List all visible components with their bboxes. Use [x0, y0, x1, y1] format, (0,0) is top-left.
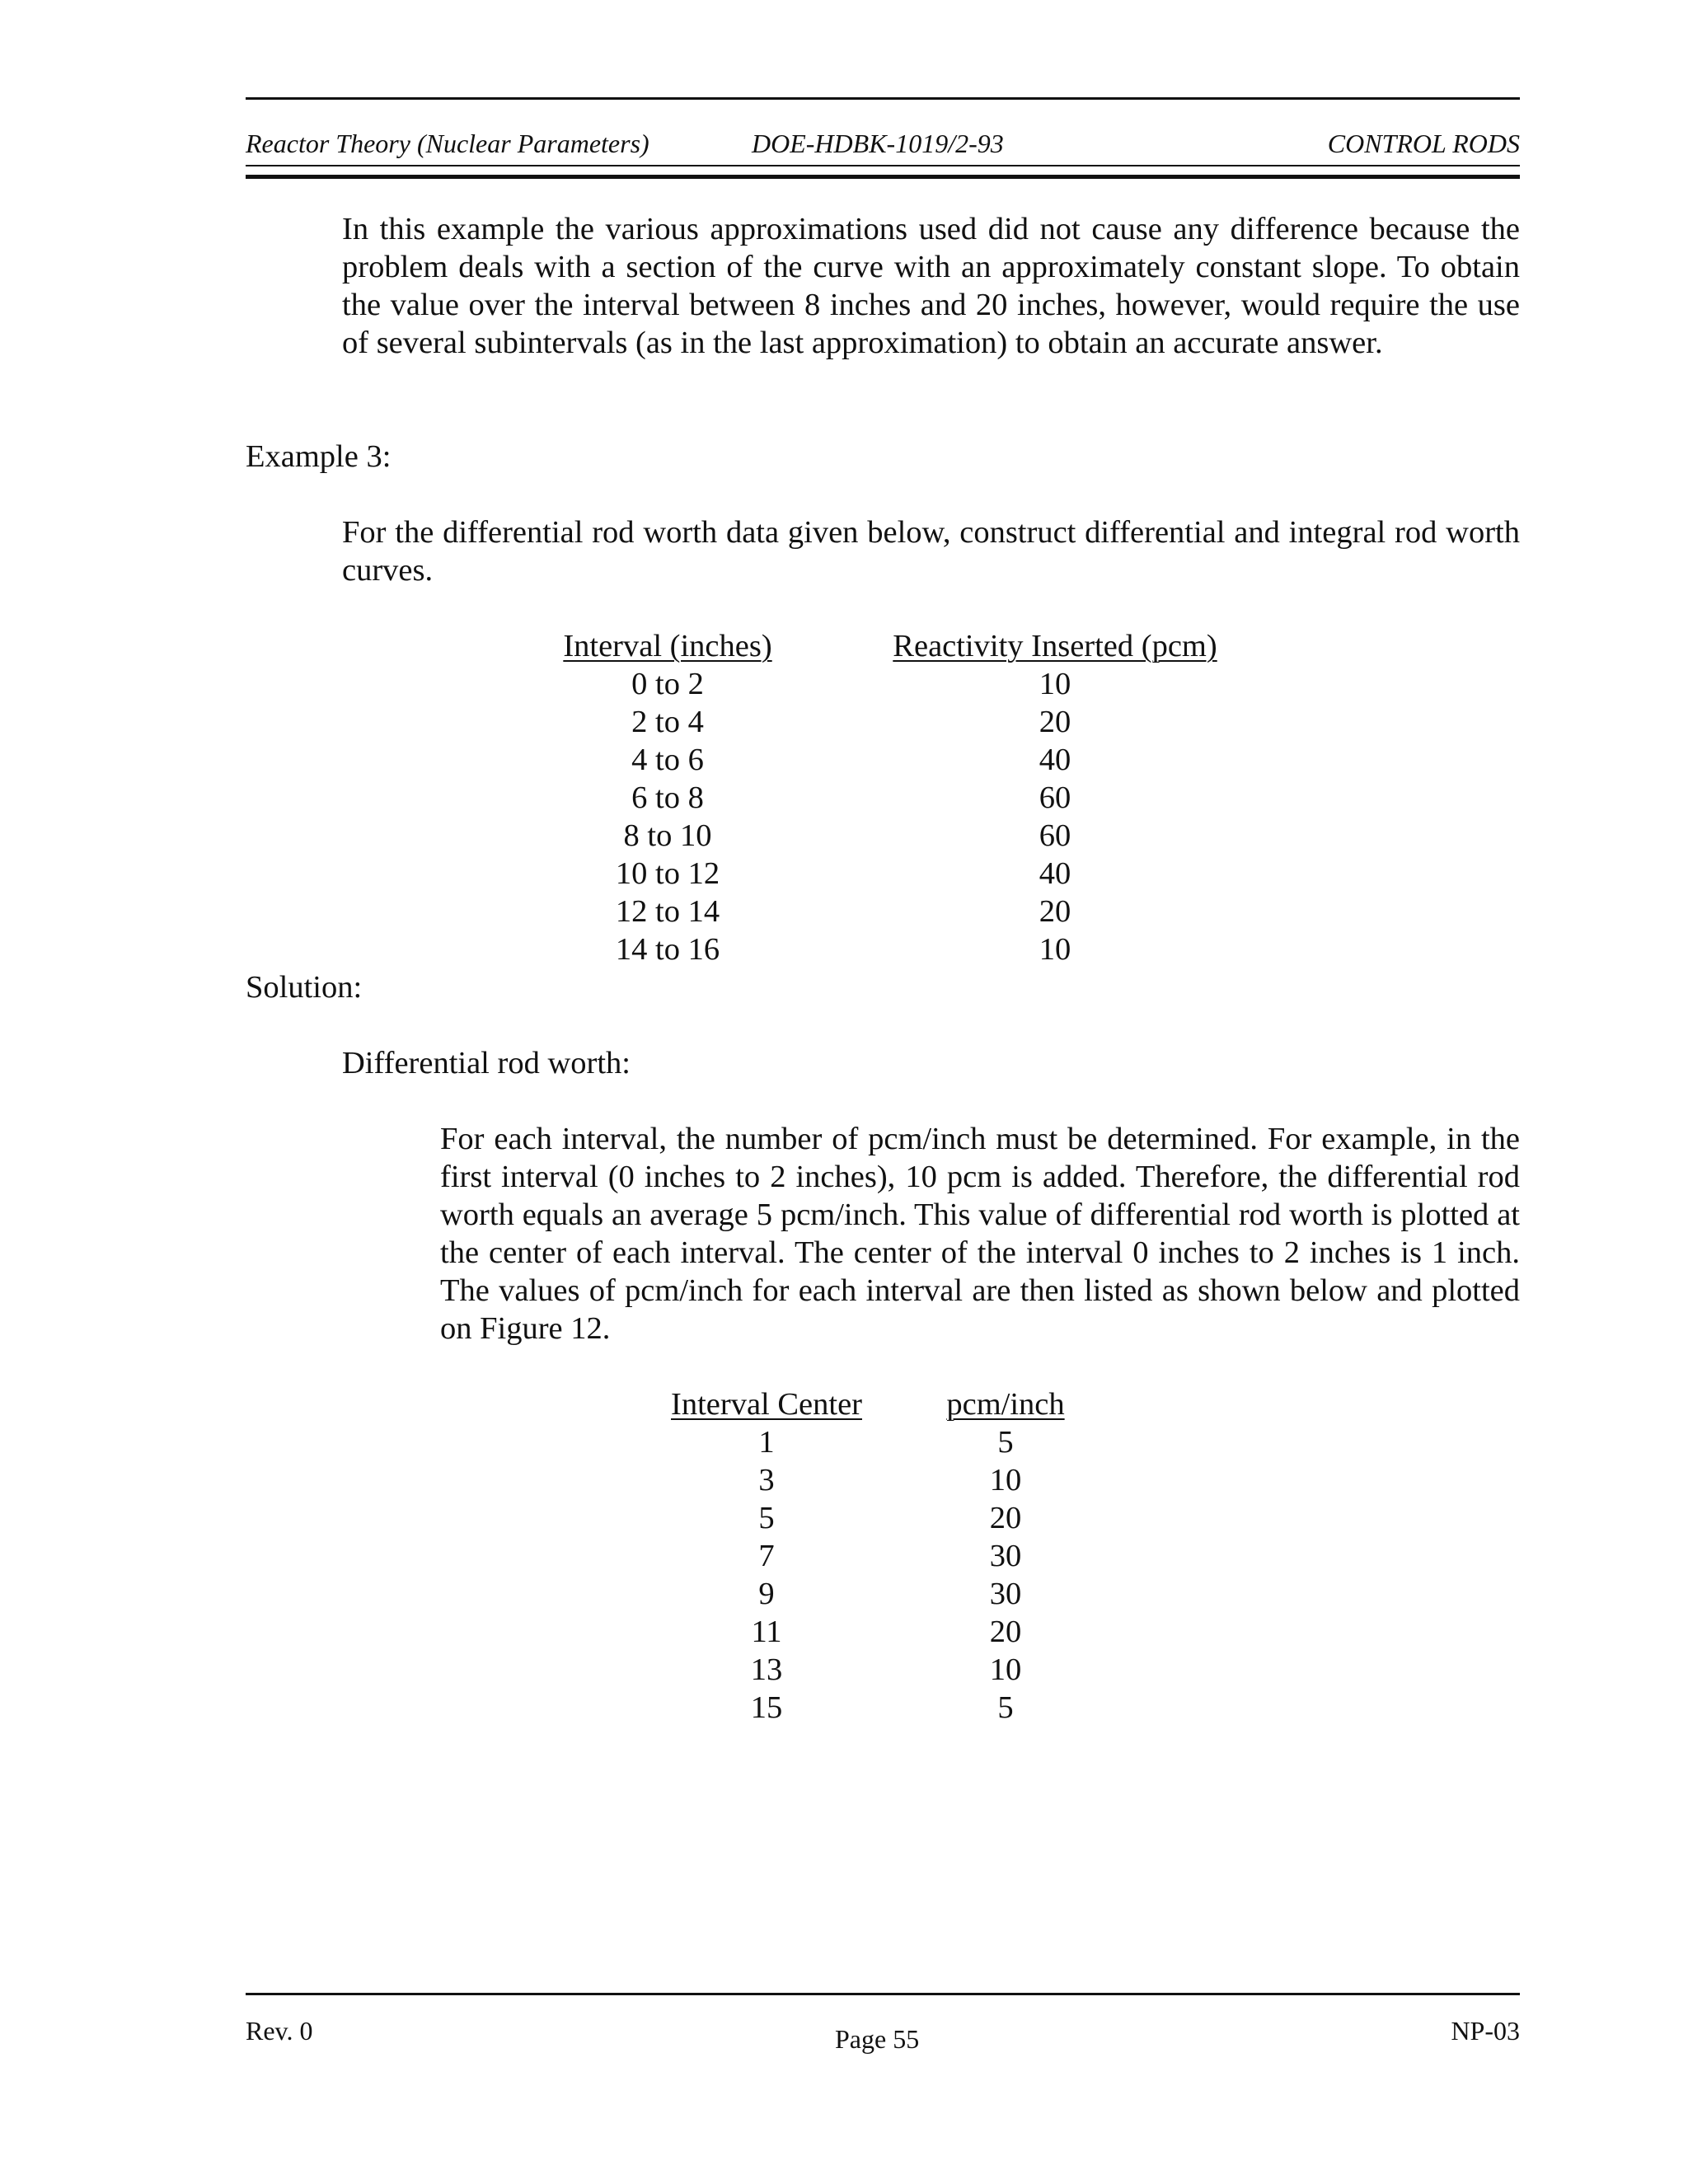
table-cell: 14 to 16: [615, 932, 720, 967]
interval-center-header: Interval Center: [671, 1387, 862, 1422]
table-cell: 3: [758, 1463, 775, 1497]
table-cell: 10: [1039, 667, 1071, 701]
header-bottom-rule-thick: [246, 175, 1520, 179]
table-cell: 9: [758, 1577, 775, 1611]
header-section-title: CONTROL RODS: [1327, 129, 1520, 158]
table-cell: 5: [997, 1425, 1014, 1460]
table-cell: 5: [997, 1690, 1014, 1725]
table-cell: 6 to 8: [631, 780, 704, 815]
header-left-title: Reactor Theory (Nuclear Parameters): [246, 129, 649, 158]
table-cell: 60: [1039, 818, 1071, 853]
footer-page-number: Page 55: [835, 2024, 920, 2054]
pcm-per-inch-column: [915, 1385, 1096, 1727]
table-cell: 12 to 14: [615, 894, 720, 929]
example-paragraph: For the differential rod worth data given below, construct differential and integral rod worth curves.: [342, 515, 1520, 588]
footer-module-code: NP-03: [1451, 2016, 1520, 2046]
example-label: Example 3:: [246, 439, 392, 474]
table-cell: 30: [989, 1577, 1022, 1611]
table-cell: 20: [989, 1501, 1022, 1535]
table-cell: 1: [758, 1425, 775, 1460]
pcm-per-inch-header: pcm/inch: [946, 1387, 1065, 1422]
interval-column: [544, 627, 791, 968]
differential-label: Differential rod worth:: [342, 1046, 631, 1080]
table-cell: 0 to 2: [631, 667, 704, 701]
table-cell: 40: [1039, 743, 1071, 777]
table-cell: 10: [989, 1652, 1022, 1687]
table-cell: 20: [1039, 894, 1071, 929]
reactivity-header: Reactivity Inserted (pcm): [893, 629, 1217, 663]
header-top-rule: [246, 97, 1520, 100]
solution-label: Solution:: [246, 970, 363, 1005]
footer-revision: Rev. 0: [246, 2016, 313, 2046]
table-cell: 40: [1039, 856, 1071, 891]
interval-center-column: [651, 1385, 882, 1727]
table-cell: 13: [750, 1652, 783, 1687]
footer-rule: [246, 1993, 1520, 1995]
reactivity-column: [874, 627, 1236, 968]
table-cell: 10: [1039, 932, 1071, 967]
table-cell: 30: [989, 1539, 1022, 1573]
interval-center-table: [0, 1385, 1688, 1727]
header-bottom-rule-thin: [246, 165, 1520, 166]
table-cell: 2 to 4: [631, 705, 704, 739]
table-cell: 5: [758, 1501, 775, 1535]
table-cell: 60: [1039, 780, 1071, 815]
table-cell: 20: [1039, 705, 1071, 739]
table-cell: 7: [758, 1539, 775, 1573]
table-cell: 8 to 10: [623, 818, 712, 853]
table-cell: 10 to 12: [615, 856, 720, 891]
table-cell: 10: [989, 1463, 1022, 1497]
header-doc-number: DOE-HDBK-1019/2-93: [752, 129, 1004, 158]
rod-worth-table: [0, 627, 1688, 968]
table-cell: 4 to 6: [631, 743, 704, 777]
interval-header: Interval (inches): [563, 629, 772, 663]
table-cell: 15: [750, 1690, 783, 1725]
table-cell: 11: [751, 1615, 782, 1649]
intro-paragraph: In this example the various approximations used did not cause any difference because the problem deals with a section of the curve with an approximately constant slope. To obtain the value over the interval between 8 inches and 20 inches, however, would require the use of several subintervals (as in the last approximation) to obtain an accurate answer.: [342, 212, 1520, 360]
table-cell: 20: [989, 1615, 1022, 1649]
differential-paragraph: For each interval, the number of pcm/inch must be determined. For example, in the first interval (0 inches to 2 inches), 10 pcm is added. Therefore, the differential rod worth equals an average 5 pcm/inch. This value of differential rod worth is plotted at the center of each interval. The center of the interval 0 inches to 2 inches is 1 inch. The values of pcm/inch for each interval are then listed as shown below and plotted on Figure 12.: [440, 1122, 1520, 1346]
